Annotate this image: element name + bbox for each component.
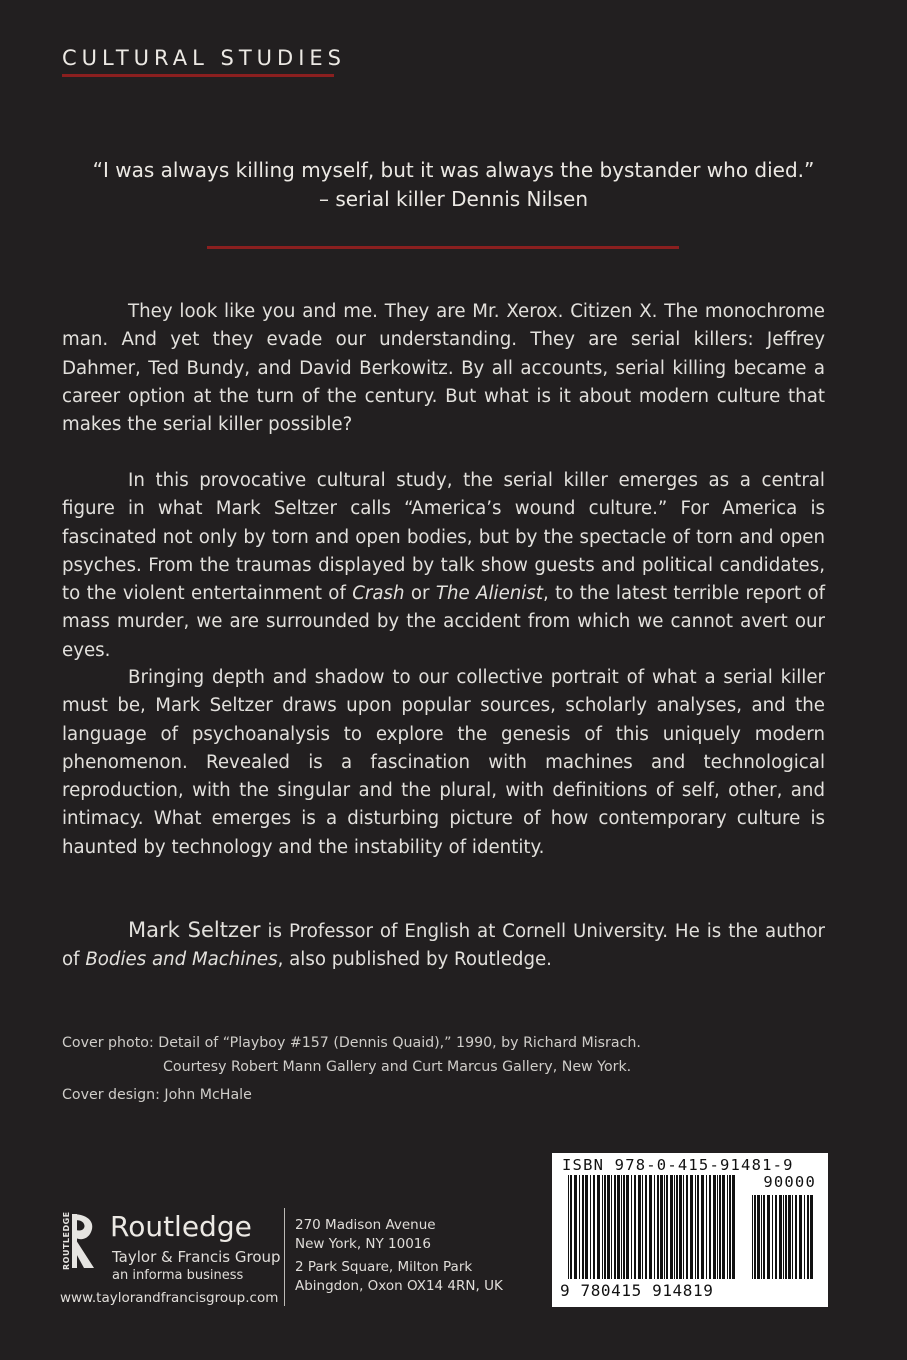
quote-divider bbox=[207, 246, 679, 249]
cover-photo-credit-line-2: Courtesy Robert Mann Gallery and Curt Marcus Gallery, New York. bbox=[163, 1059, 632, 1075]
isbn-barcode bbox=[552, 1153, 828, 1307]
cover-design-credit: Cover design: John McHale bbox=[62, 1087, 252, 1103]
blurb-paragraph-1: They look like you and me. They are Mr. Xerox. Citizen X. The monochrome man. And yet they evade our understanding. They are serial killers: Jeffrey Dahmer, Ted Bundy, and David Berkowitz. By all accounts, serial killing became a career option at the turn of the century. But what is it about modern culture that makes the serial killer possible? bbox=[62, 301, 825, 436]
epigraph-quote: “I was always killing myself, but it was always the bystander who died.” bbox=[92, 158, 815, 182]
barcode-digits: 9 780415 914819 bbox=[560, 1281, 714, 1300]
publisher-name: Routledge bbox=[110, 1210, 252, 1243]
barcode-addon-bars bbox=[752, 1195, 814, 1279]
address-us-line-1: 270 Madison Avenue bbox=[295, 1217, 436, 1233]
address-uk bbox=[295, 1258, 503, 1296]
barcode-bars bbox=[568, 1175, 736, 1279]
cover-photo-credit-line-1: Cover photo: Detail of “Playboy #157 (Dennis Quaid),” 1990, by Richard Misrach. bbox=[62, 1035, 641, 1051]
cover-photo-credit bbox=[62, 1031, 641, 1079]
series-underline bbox=[62, 74, 334, 77]
address-uk-line-1: 2 Park Square, Milton Park bbox=[295, 1259, 473, 1275]
blurb-p2-or: or bbox=[404, 583, 436, 605]
address-us-line-2: New York, NY 10016 bbox=[295, 1236, 431, 1252]
author-bio-text-b: , also published by Routledge. bbox=[277, 949, 552, 971]
film-title-crash: Crash bbox=[352, 583, 405, 605]
author-bio bbox=[62, 916, 825, 975]
blurb-paragraph-3: Bringing depth and shadow to our collective portrait of what a serial killer must be, Mark Seltzer draws upon popular sources, scholarly analyses, and the language of psychoanalysis to explore the genesis of this uniquely modern phenomenon. Revealed is a fascination with machines and technological reproduction, with the singular and the plural, with definitions of self, other, and intimacy. What emerges is a disturbing picture of how contemporary culture is haunted by technology and the instability of identity. bbox=[62, 667, 825, 858]
blurb-paragraph-2 bbox=[62, 467, 825, 665]
routledge-logo-text: ROUTLEDGE bbox=[62, 1211, 71, 1271]
series-label: CULTURAL STUDIES bbox=[62, 46, 347, 70]
publisher-group: Taylor & Francis Group bbox=[112, 1248, 281, 1266]
blurb-p2-text-a: In this provocative cultural study, the serial killer emerges as a central figure in what Mark Seltzer calls “America’s wound culture.” For America is fascinated not only by torn and open bodies, but by the spectacle of torn and open psyches. From the traumas displayed by talk show guests and political candidates, to the violent entertainment of bbox=[62, 470, 825, 605]
address-uk-line-2: Abingdon, Oxon OX14 4RN, UK bbox=[295, 1278, 503, 1294]
blurb-p2-text-b: , to the latest terrible report of mass murder, we are surrounded by the accident from which we cannot avert our eyes. bbox=[62, 583, 825, 661]
isbn-number: ISBN 978-0-415-91481-9 bbox=[562, 1156, 794, 1174]
publisher-url[interactable]: www.taylorandfrancisgroup.com bbox=[60, 1290, 279, 1306]
price-code: 90000 bbox=[763, 1173, 816, 1191]
author-name: Mark Seltzer bbox=[128, 918, 261, 942]
author-bio-text-a: is Professor of English at Cornell University. He is the author of bbox=[62, 921, 825, 971]
author-book-title: Bodies and Machines bbox=[85, 949, 278, 971]
epigraph-attribution: – serial killer Dennis Nilsen bbox=[318, 187, 589, 211]
publisher-informa: an informa business bbox=[112, 1268, 244, 1283]
address-us bbox=[295, 1216, 436, 1254]
book-title-alienist: The Alienist bbox=[435, 583, 543, 605]
publisher-divider bbox=[284, 1208, 285, 1306]
